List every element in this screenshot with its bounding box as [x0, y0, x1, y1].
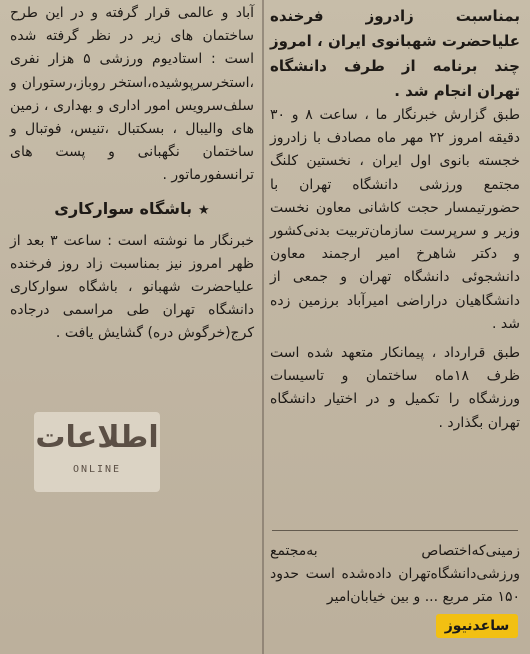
right-column-tail: [270, 540, 520, 610]
ettelaat-watermark-logo: [34, 412, 160, 492]
right-column: [270, 4, 520, 441]
equestrian-club-paragraph: خبرنگار ما نوشته است : ساعت ۳ بعد از ظهر امروز نیز بمناسبت زاد روز فرخنده علیاحضرت شهبانو ، باشگاه سوارکاری دانشگاه تهران طی مراسمی درجاده کرج(خرگوش دره) گشایش یافت .: [10, 232, 254, 342]
facilities-paragraph: آباد و عالمی قرار گرفته و در این طرح ساختمان های زیر در نظر گرفته شده است : استادیوم ورزشی ۵ هزار نفری ،استخرسرپوشیده،استخر روباز،رستوران و سلف‌سرویس امور اداری و بهداری ، زمین های والیبال ، بسکتبال ،تنیس، فوتبال و ساختمان نگهبانی و پست های ترانسفورماتور .: [10, 5, 254, 184]
saednews-watermark-logo: ساعدنیوز: [436, 614, 518, 638]
article-paragraph-2: طبق قرارداد ، پیمانکار متعهد شده است ظرف ۱۸ماه ساختمان و تاسیسات ورزشگاه را تکمیل و در اختیار دانشگاه تهران بگذارد .: [270, 345, 520, 431]
column-divider: [262, 0, 264, 654]
article-headline: بمناسبت زادروز فرخنده علیاحضرت شهبانوی ایران ، امروز چند برنامه از طرف دانشگاه تهران انجام شد .: [270, 7, 520, 100]
section-heading-text: باشگاه سوارکاری: [54, 198, 193, 218]
ettelaat-logo-title: اطلاعات: [35, 420, 159, 455]
section-separator: [272, 530, 518, 531]
left-column: [10, 2, 254, 352]
article-paragraph-3: زمینی‌که‌اختصاص به‌مجتمع ورزشی‌دانشگاه‌تهران دادەشده است حدود ۱۵۰ متر مربع ... و بین خیابان‌امیر: [270, 543, 520, 606]
section-heading: [10, 196, 254, 224]
star-icon: ★: [198, 202, 210, 218]
article-paragraph-1: طبق گزارش خبرنگار ما ، ساعت ۸ و ۳۰ دقیقه امروز ۲۲ مهر ماه مصادف با زادروز خجسته بانوی اول ایران ، نخستین کلنگ مجتمع ورزشی دانشگاه تهران با حضورتیمسار حجت کاشانی معاون نخست وزیر و سرپرست سازمان‌تربیت بدنی‌کشور و دکتر شاهرخ امیر ارجمند معاون دانشجوئی دانشگاه تهران و جمعی از دانشگاهیان دراراضی امیرآباد برزمین زده شد .: [270, 107, 520, 332]
ettelaat-logo-subtitle: ONLINE: [72, 464, 122, 475]
